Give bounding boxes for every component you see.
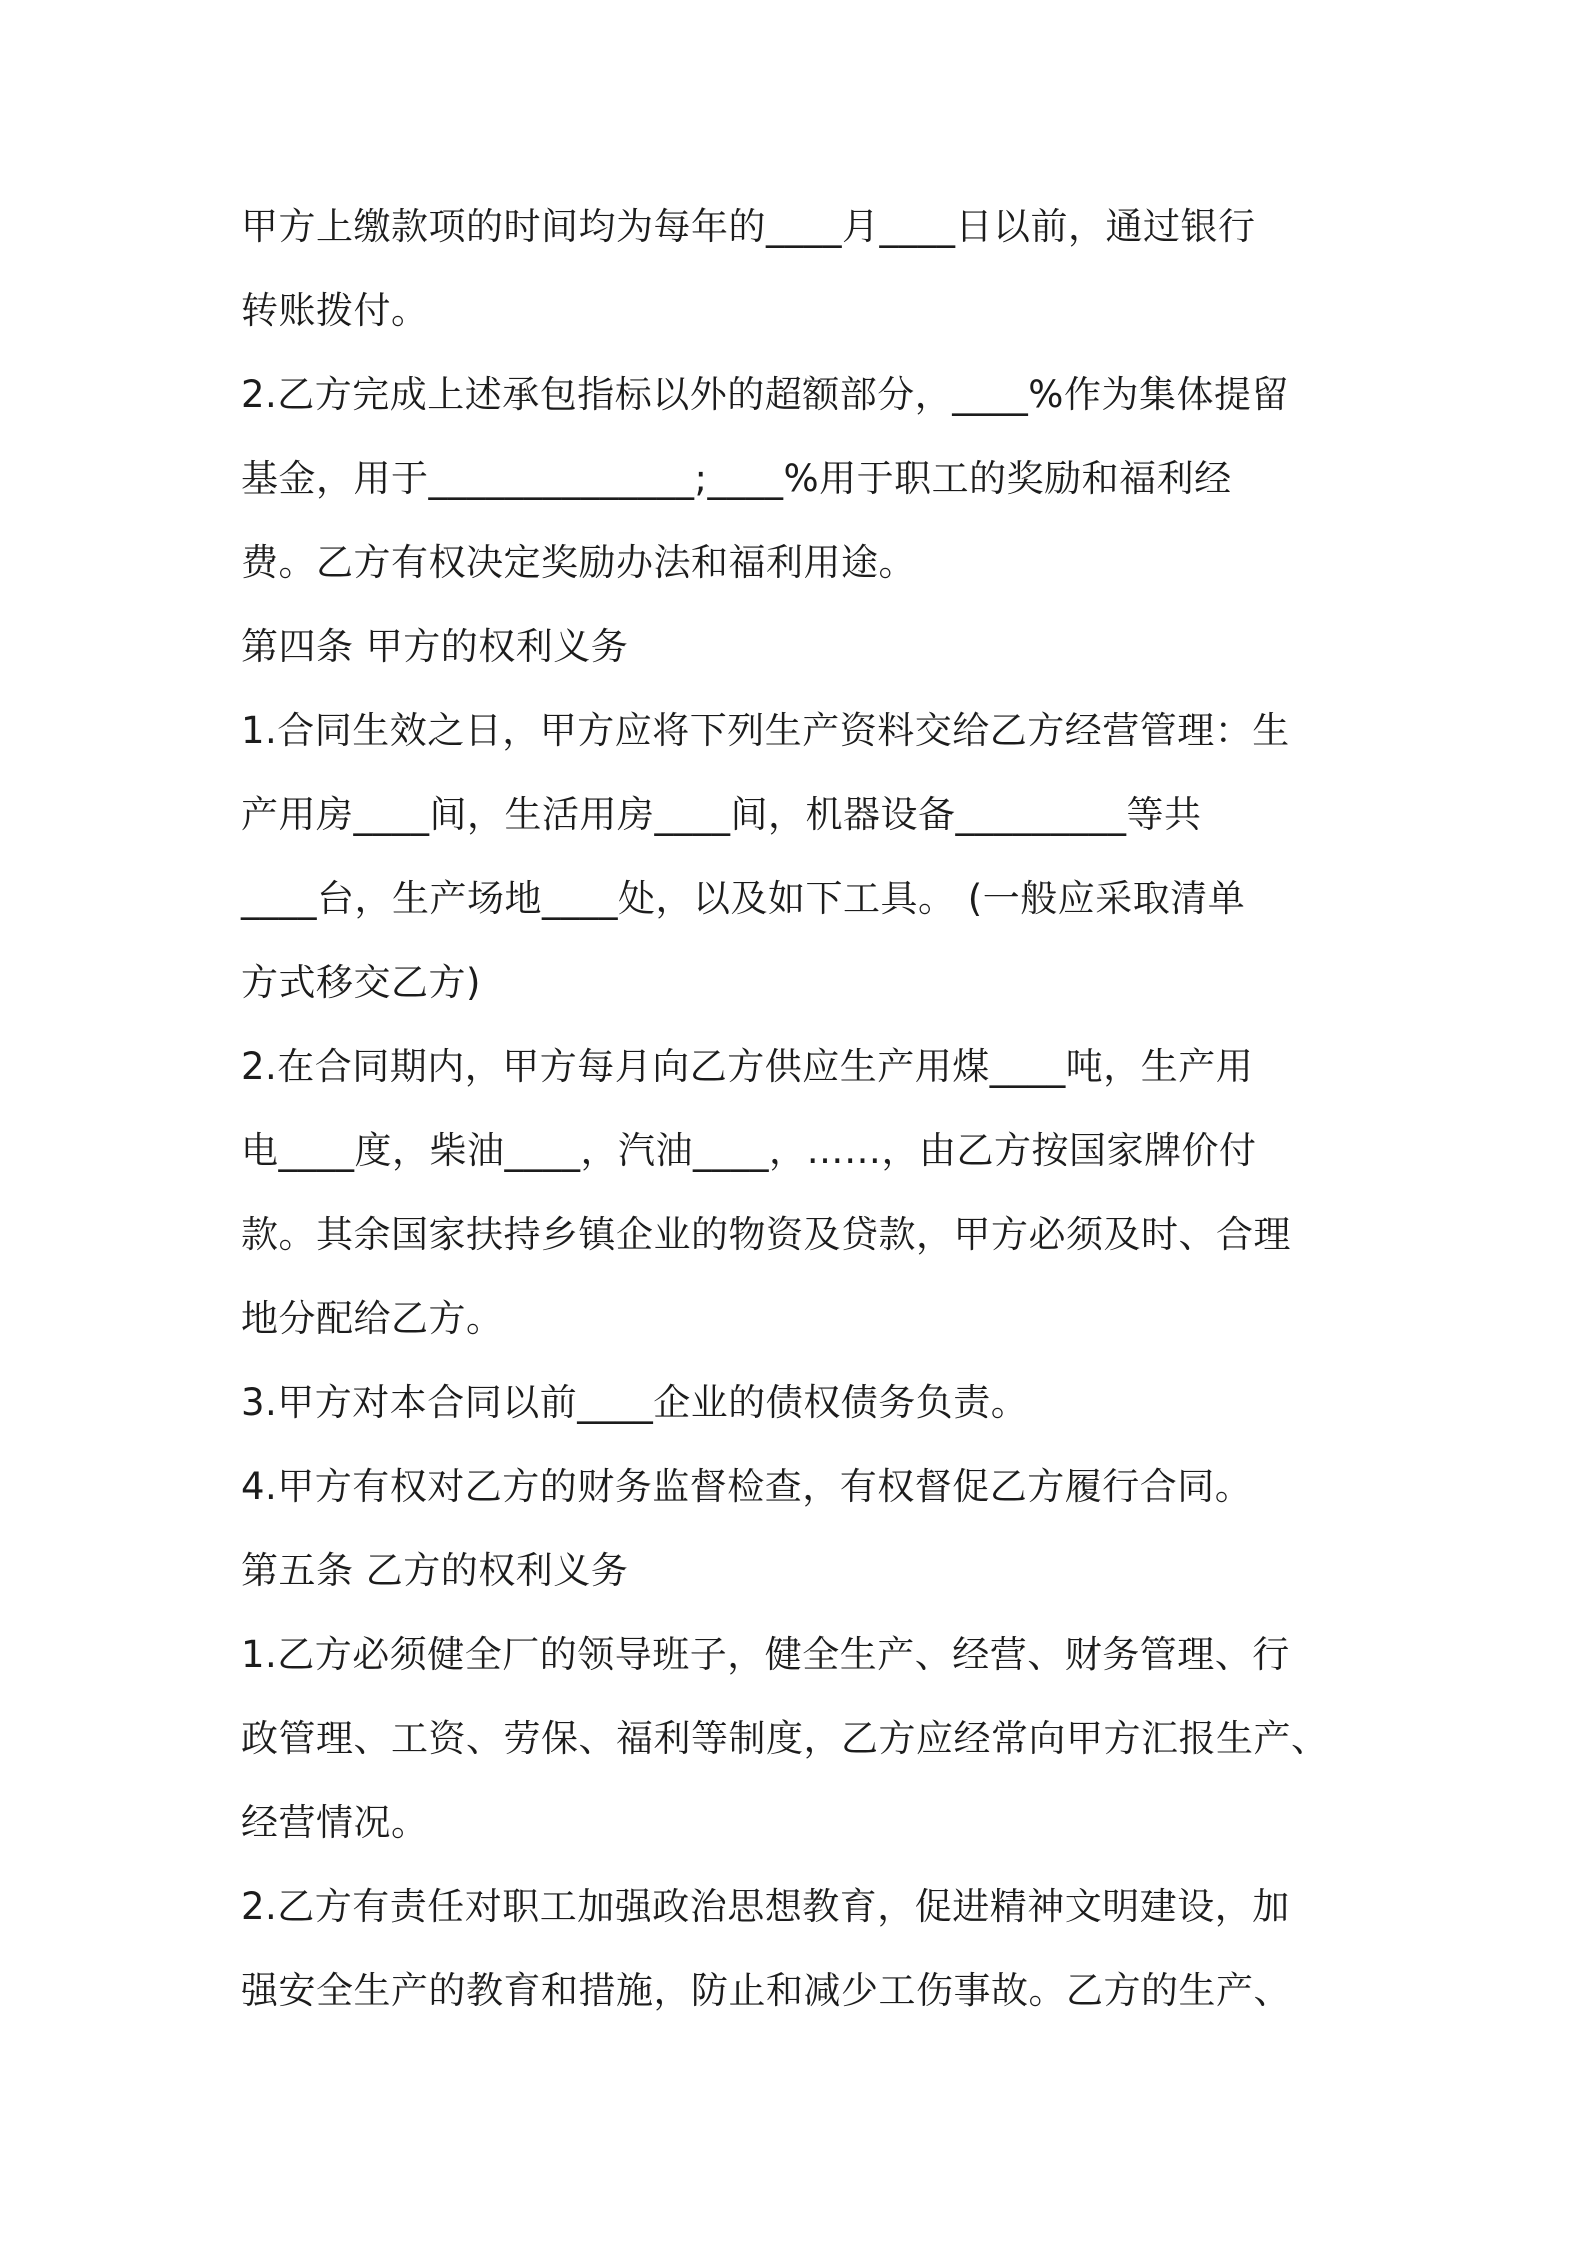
text-line-21: 2.乙方有责任对职工加强政治思想教育，促进精神文明建设，加 xyxy=(241,1885,1290,1928)
text-line-1: 甲方上缴款项的时间均为每年的____月____日以前，通过银行 xyxy=(241,205,1256,248)
text-line-9: ____台，生产场地____处，以及如下工具。 (一般应采取清单 xyxy=(241,877,1246,920)
text-line-19: 政管理、工资、劳保、福利等制度，乙方应经常向甲方汇报生产、 xyxy=(241,1717,1329,1760)
section-heading-article-4: 第四条 甲方的权利义务 xyxy=(241,625,629,668)
text-line-2: 转账拨付。 xyxy=(241,289,429,332)
text-line-15: 3.甲方对本合同以前____企业的债权债务负责。 xyxy=(241,1381,1029,1424)
text-line-10: 方式移交乙方) xyxy=(241,961,481,1004)
text-line-5: 费。乙方有权决定奖励办法和福利用途。 xyxy=(241,541,916,584)
text-line-4: 基金，用于______________;____%用于职工的奖励和福利经 xyxy=(241,457,1232,500)
text-line-12: 电____度，柴油____，汽油____，……，由乙方按国家牌价付 xyxy=(241,1129,1257,1172)
text-line-18: 1.乙方必须健全厂的领导班子，健全生产、经营、财务管理、行 xyxy=(241,1633,1290,1676)
text-line-13: 款。其余国家扶持乡镇企业的物资及贷款，甲方必须及时、合理 xyxy=(241,1213,1291,1256)
text-line-20: 经营情况。 xyxy=(241,1801,429,1844)
text-line-14: 地分配给乙方。 xyxy=(241,1297,504,1340)
section-heading-article-5: 第五条 乙方的权利义务 xyxy=(241,1549,629,1592)
text-line-22: 强安全生产的教育和措施，防止和减少工伤事故。乙方的生产、 xyxy=(241,1969,1291,2012)
text-line-8: 产用房____间，生活用房____间，机器设备_________等共 xyxy=(241,793,1202,836)
text-line-11: 2.在合同期内，甲方每月向乙方供应生产用煤____吨，生产用 xyxy=(241,1045,1254,1088)
text-line-7: 1.合同生效之日，甲方应将下列生产资料交给乙方经营管理：生 xyxy=(241,709,1290,752)
text-line-16: 4.甲方有权对乙方的财务监督检查，有权督促乙方履行合同。 xyxy=(241,1465,1253,1508)
document-body xyxy=(241,185,1359,2033)
text-line-3: 2.乙方完成上述承包指标以外的超额部分，____%作为集体提留 xyxy=(241,373,1289,416)
